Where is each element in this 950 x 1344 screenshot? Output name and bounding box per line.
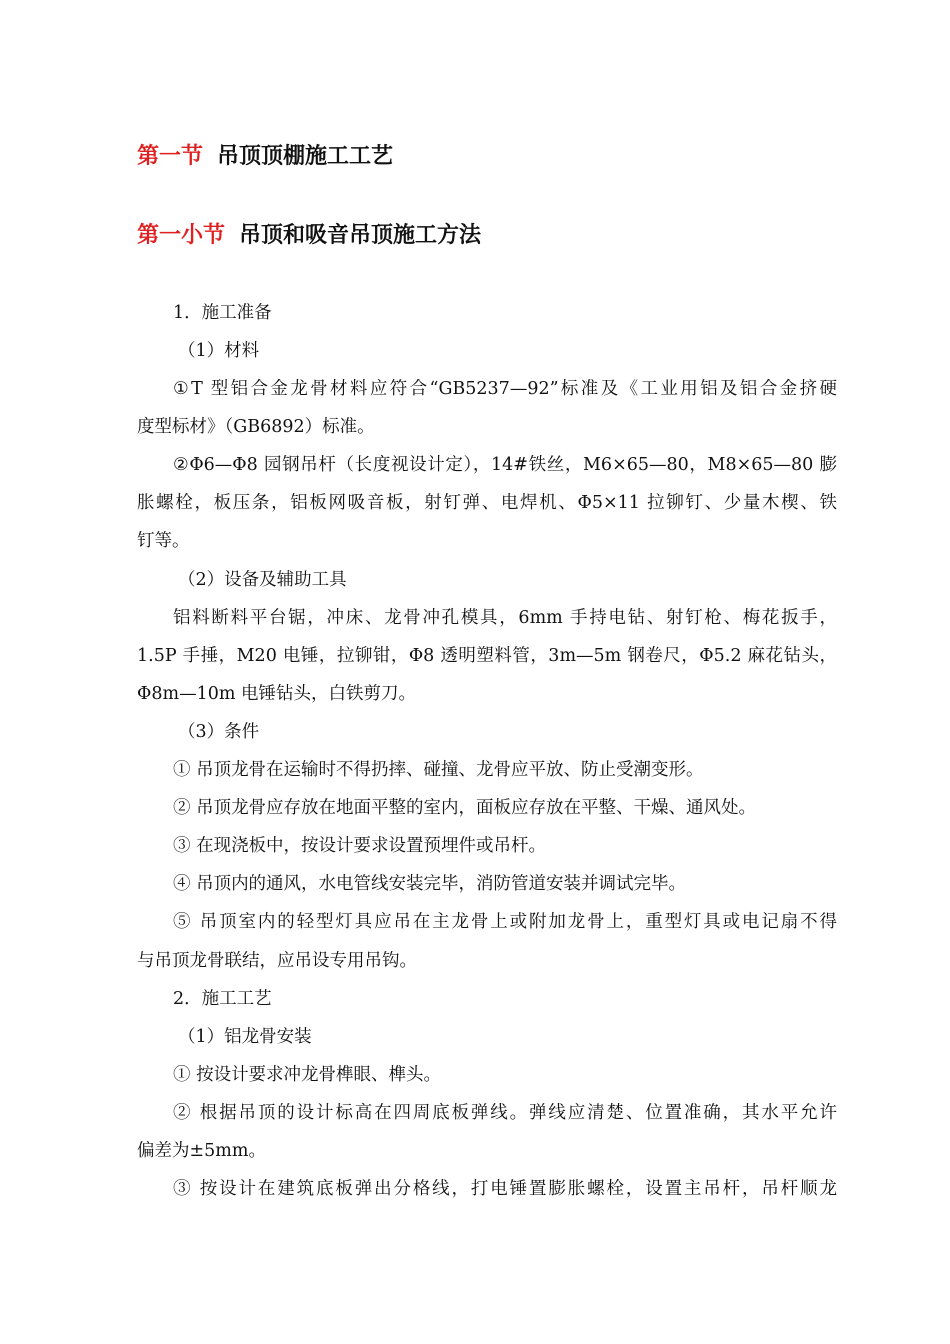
subsection-number: 第一小节	[137, 223, 226, 248]
paragraph-line: ③ 在现浇板中，按设计要求设置预埋件或吊杆。	[173, 836, 547, 856]
section-title: 吊顶顶棚施工工艺	[217, 144, 394, 169]
section-heading	[137, 146, 393, 168]
paragraph-line: （2）设备及辅助工具	[178, 570, 347, 590]
paragraph-line: ② 根据吊顶的设计标高在四周底板弹线。弹线应清楚、位置准确，其水平允许	[173, 1103, 837, 1123]
paragraph-line: Φ8m—10m 电锤钻头，白铁剪刀。	[137, 684, 416, 704]
paragraph-line: 钉等。	[137, 531, 190, 551]
paragraph-line: ② 吊顶龙骨应存放在地面平整的室内，面板应存放在平整、干燥、通风处。	[173, 798, 757, 818]
section-number: 第一节	[137, 144, 204, 169]
paragraph-line: （3）条件	[178, 722, 260, 742]
paragraph-line: 铝料断料平台锯，冲床、龙骨冲孔模具，6mm 手持电钻、射钉枪、梅花扳手，	[173, 608, 837, 628]
paragraph-line: ⑤ 吊顶室内的轻型灯具应吊在主龙骨上或附加龙骨上，重型灯具或电记扇不得	[173, 912, 837, 932]
paragraph-line: 1．施工准备	[173, 303, 272, 323]
paragraph-line: ① 按设计要求冲龙骨榫眼、榫头。	[173, 1065, 442, 1085]
paragraph-line: 胀螺栓，板压条，铝板网吸音板，射钉弹、电焊机、Φ5×11 拉铆钉、少量木楔、铁	[137, 493, 837, 513]
paragraph-line: （1）铝龙骨安装	[178, 1027, 312, 1047]
paragraph-line: 1.5P 手捶，M20 电锤，拉铆钳，Φ8 透明塑料管，3m—5m 钢卷尺，Φ5.2 麻花钻头，	[137, 646, 837, 666]
subsection-title: 吊顶和吸音吊顶施工方法	[239, 223, 482, 248]
paragraph-line: ① 吊顶龙骨在运输时不得扔摔、碰撞、龙骨应平放、防止受潮变形。	[173, 760, 704, 780]
paragraph-line: ②Φ6—Φ8 园钢吊杆（长度视设计定），14#铁丝，M6×65—80，M8×65—80 膨	[173, 455, 837, 475]
paragraph-line: 度型标材》（GB6892）标准。	[137, 417, 375, 437]
paragraph-line: 与吊顶龙骨联结，应吊设专用吊钩。	[137, 951, 417, 971]
paragraph-line: ①T 型铝合金龙骨材料应符合“GB5237—92”标准及《工业用铝及铝合金挤硬	[173, 379, 837, 399]
paragraph-line: （1）材料	[178, 341, 260, 361]
paragraph-line: 2．施工工艺	[173, 989, 272, 1009]
subsection-heading	[137, 225, 481, 247]
paragraph-line: 偏差为±5mm。	[137, 1141, 266, 1161]
paragraph-line: ④ 吊顶内的通风，水电管线安装完毕，消防管道安装并调试完毕。	[173, 874, 687, 894]
paragraph-line: ③ 按设计在建筑底板弹出分格线，打电锤置膨胀螺栓，设置主吊杆，吊杆顺龙	[173, 1179, 837, 1199]
